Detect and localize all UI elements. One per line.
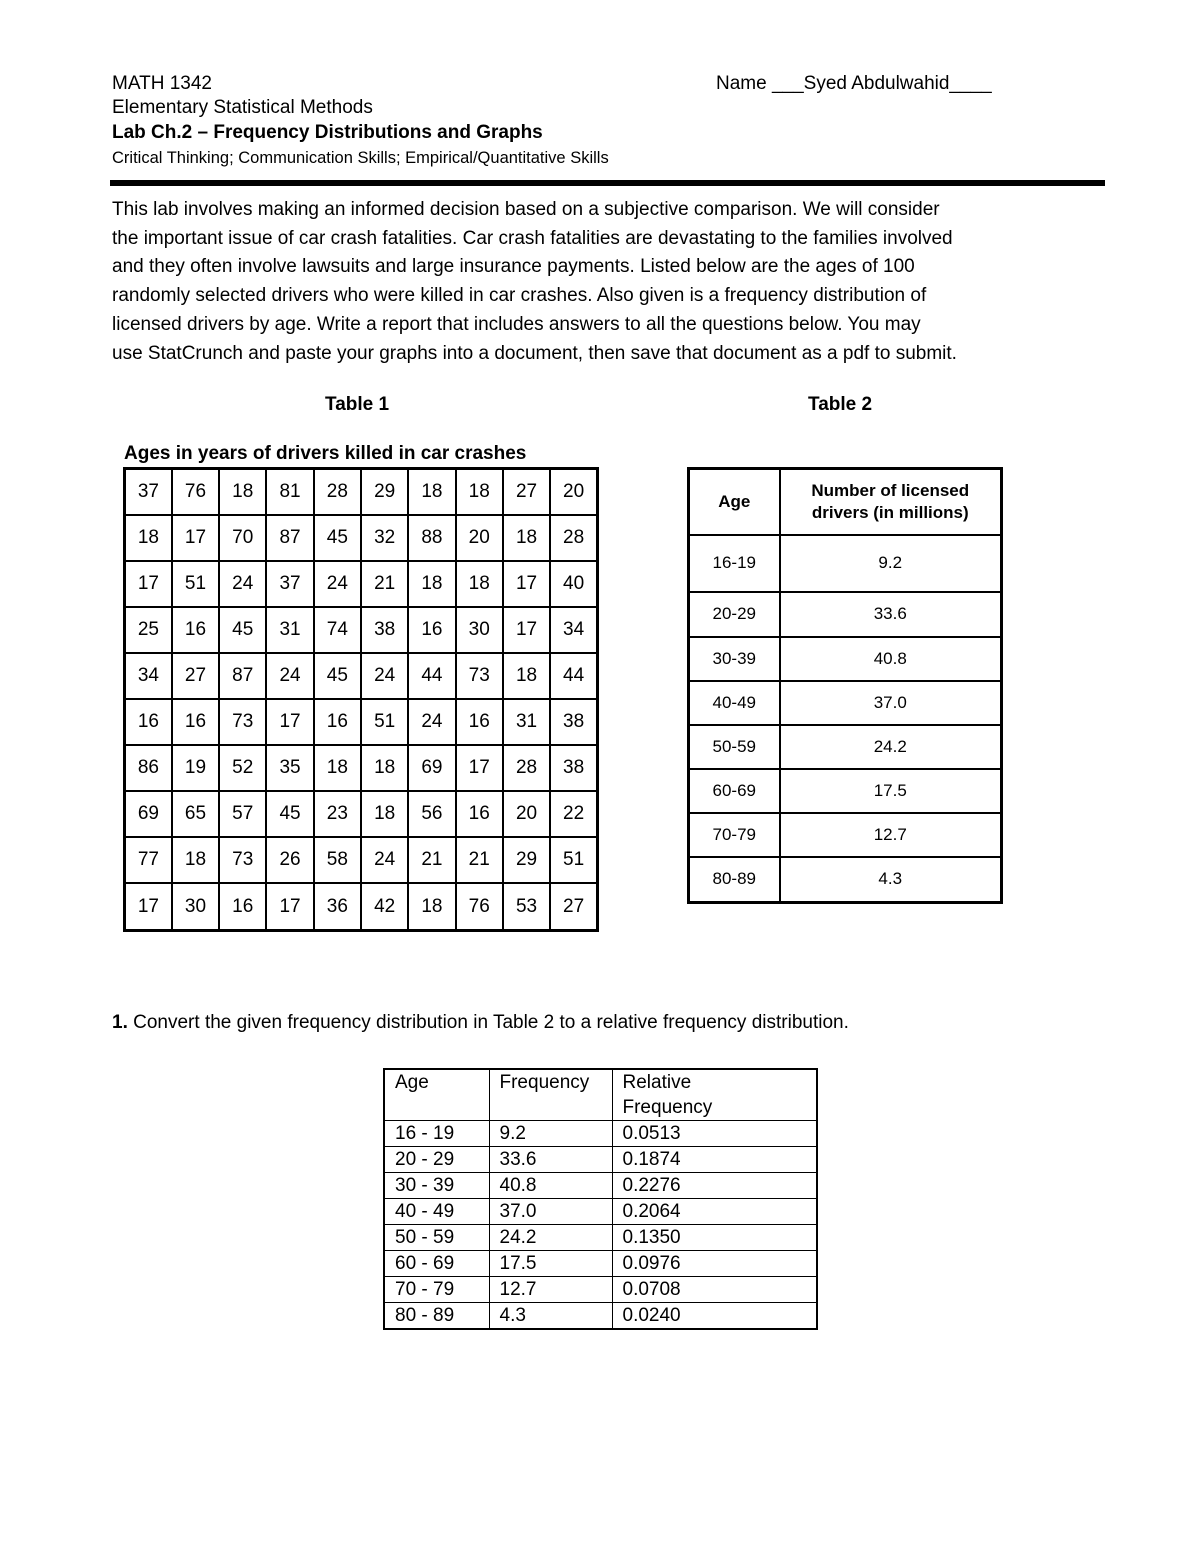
age-cell: 16 bbox=[125, 699, 172, 745]
age-cell: 17 bbox=[266, 699, 313, 745]
driver-count-cell: 33.6 bbox=[780, 592, 1002, 637]
frequency-cell: 40.8 bbox=[489, 1173, 612, 1199]
skills-line: Critical Thinking; Communication Skills; Empirical/Quantitative Skills bbox=[112, 149, 609, 167]
age-cell: 70 bbox=[219, 515, 266, 561]
age-cell: 24 bbox=[408, 699, 455, 745]
age-cell: 81 bbox=[266, 469, 313, 516]
frequency-cell: 12.7 bbox=[489, 1277, 612, 1303]
age-cell: 24 bbox=[361, 837, 408, 883]
age-cell: 16 - 19 bbox=[384, 1121, 489, 1147]
header-relative-frequency: Relative Frequency bbox=[612, 1069, 817, 1121]
age-range-cell: 20-29 bbox=[689, 592, 780, 637]
table-row bbox=[384, 1225, 817, 1251]
intro-line: randomly selected drivers who were killed in car crashes. Also given is a frequency distribution of bbox=[112, 285, 927, 307]
age-cell: 24 bbox=[266, 653, 313, 699]
question-number: 1. bbox=[112, 1012, 128, 1033]
age-cell: 34 bbox=[125, 653, 172, 699]
table-row bbox=[689, 857, 1002, 903]
intro-line: use StatCrunch and paste your graphs into a document, then save that document as a pdf to submit. bbox=[112, 342, 957, 364]
age-cell: 31 bbox=[503, 699, 550, 745]
age-cell: 27 bbox=[172, 653, 219, 699]
age-cell: 45 bbox=[314, 653, 361, 699]
age-cell: 40 - 49 bbox=[384, 1199, 489, 1225]
age-cell: 76 bbox=[456, 883, 503, 930]
table-row bbox=[689, 681, 1002, 725]
age-cell: 44 bbox=[550, 653, 597, 699]
table-row bbox=[125, 607, 598, 653]
age-range-cell: 70-79 bbox=[689, 813, 780, 857]
intro-line: the important issue of car crash fatalities. Car crash fatalities are devastating to the families involved bbox=[112, 227, 953, 249]
age-cell: 58 bbox=[314, 837, 361, 883]
driver-count-cell: 37.0 bbox=[780, 681, 1002, 725]
age-cell: 22 bbox=[550, 791, 597, 837]
age-cell: 74 bbox=[314, 607, 361, 653]
frequency-cell: 37.0 bbox=[489, 1199, 612, 1225]
age-cell: 18 bbox=[408, 469, 455, 516]
age-cell: 23 bbox=[314, 791, 361, 837]
frequency-cell: 24.2 bbox=[489, 1225, 612, 1251]
age-cell: 42 bbox=[361, 883, 408, 930]
age-cell: 18 bbox=[456, 561, 503, 607]
age-cell: 86 bbox=[125, 745, 172, 791]
age-cell: 35 bbox=[266, 745, 313, 791]
age-cell: 29 bbox=[503, 837, 550, 883]
age-cell: 40 bbox=[550, 561, 597, 607]
table-row bbox=[384, 1147, 817, 1173]
driver-count-cell: 9.2 bbox=[780, 535, 1002, 592]
table2-label: Table 2 bbox=[808, 394, 873, 415]
age-cell: 38 bbox=[361, 607, 408, 653]
table-row bbox=[125, 469, 598, 516]
header-frequency: Frequency bbox=[489, 1069, 612, 1121]
age-cell: 26 bbox=[266, 837, 313, 883]
table-row bbox=[384, 1199, 817, 1225]
age-cell: 28 bbox=[503, 745, 550, 791]
age-cell: 45 bbox=[314, 515, 361, 561]
table2-licensed-drivers bbox=[687, 467, 1003, 904]
driver-count-cell: 24.2 bbox=[780, 725, 1002, 769]
age-cell: 16 bbox=[172, 607, 219, 653]
age-cell: 28 bbox=[314, 469, 361, 516]
age-cell: 17 bbox=[456, 745, 503, 791]
age-cell: 30 - 39 bbox=[384, 1173, 489, 1199]
table-row bbox=[125, 883, 598, 930]
age-cell: 27 bbox=[550, 883, 597, 930]
header-divider bbox=[110, 180, 1105, 186]
table1-caption: Ages in years of drivers killed in car crashes bbox=[124, 443, 527, 464]
age-cell: 19 bbox=[172, 745, 219, 791]
relative-frequency-cell: 0.0708 bbox=[612, 1277, 817, 1303]
lab-title: Lab Ch.2 – Frequency Distributions and Graphs bbox=[112, 122, 543, 143]
table-row bbox=[125, 791, 598, 837]
age-cell: 69 bbox=[408, 745, 455, 791]
age-cell: 24 bbox=[314, 561, 361, 607]
age-cell: 17 bbox=[266, 883, 313, 930]
age-cell: 80 - 89 bbox=[384, 1303, 489, 1330]
age-cell: 24 bbox=[219, 561, 266, 607]
age-cell: 21 bbox=[408, 837, 455, 883]
relative-frequency-cell: 0.0976 bbox=[612, 1251, 817, 1277]
intro-line: This lab involves making an informed decision based on a subjective comparison. We will consider bbox=[112, 199, 940, 220]
age-cell: 30 bbox=[172, 883, 219, 930]
table-row bbox=[125, 653, 598, 699]
age-cell: 28 bbox=[550, 515, 597, 561]
age-cell: 17 bbox=[125, 883, 172, 930]
age-cell: 37 bbox=[125, 469, 172, 516]
age-cell: 44 bbox=[408, 653, 455, 699]
age-cell: 16 bbox=[456, 791, 503, 837]
age-range-cell: 60-69 bbox=[689, 769, 780, 813]
age-cell: 18 bbox=[314, 745, 361, 791]
age-cell: 18 bbox=[219, 469, 266, 516]
table-row bbox=[125, 561, 598, 607]
age-cell: 31 bbox=[266, 607, 313, 653]
age-cell: 88 bbox=[408, 515, 455, 561]
table-row bbox=[689, 535, 1002, 592]
age-cell: 21 bbox=[361, 561, 408, 607]
age-cell: 20 - 29 bbox=[384, 1147, 489, 1173]
age-cell: 65 bbox=[172, 791, 219, 837]
relative-frequency-table bbox=[383, 1068, 818, 1330]
age-cell: 73 bbox=[219, 837, 266, 883]
table-row bbox=[689, 637, 1002, 681]
relative-frequency-cell: 0.1350 bbox=[612, 1225, 817, 1251]
question-text: Convert the given frequency distribution in Table 2 to a relative frequency distribution. bbox=[127, 1012, 849, 1033]
age-cell: 16 bbox=[172, 699, 219, 745]
course-number: MATH 1342 bbox=[112, 73, 212, 94]
age-cell: 45 bbox=[219, 607, 266, 653]
age-cell: 56 bbox=[408, 791, 455, 837]
age-cell: 38 bbox=[550, 745, 597, 791]
intro-line: licensed drivers by age. Write a report that includes answers to all the questions below. You may bbox=[112, 313, 921, 335]
age-cell: 18 bbox=[456, 469, 503, 516]
frequency-cell: 4.3 bbox=[489, 1303, 612, 1330]
frequency-cell: 33.6 bbox=[489, 1147, 612, 1173]
age-cell: 18 bbox=[408, 883, 455, 930]
age-cell: 60 - 69 bbox=[384, 1251, 489, 1277]
age-cell: 16 bbox=[314, 699, 361, 745]
table-row bbox=[125, 745, 598, 791]
age-cell: 73 bbox=[456, 653, 503, 699]
age-cell: 16 bbox=[219, 883, 266, 930]
age-cell: 38 bbox=[550, 699, 597, 745]
table-row bbox=[384, 1277, 817, 1303]
age-cell: 20 bbox=[503, 791, 550, 837]
age-cell: 18 bbox=[125, 515, 172, 561]
relative-frequency-cell: 0.2276 bbox=[612, 1173, 817, 1199]
age-cell: 57 bbox=[219, 791, 266, 837]
header-age: Age bbox=[384, 1069, 489, 1121]
age-cell: 30 bbox=[456, 607, 503, 653]
age-cell: 77 bbox=[125, 837, 172, 883]
relative-frequency-cell: 0.2064 bbox=[612, 1199, 817, 1225]
table-row bbox=[689, 769, 1002, 813]
age-cell: 32 bbox=[361, 515, 408, 561]
age-cell: 51 bbox=[550, 837, 597, 883]
age-cell: 27 bbox=[503, 469, 550, 516]
table2-header-age: Age bbox=[689, 469, 780, 535]
age-cell: 34 bbox=[550, 607, 597, 653]
age-range-cell: 30-39 bbox=[689, 637, 780, 681]
driver-count-cell: 4.3 bbox=[780, 857, 1002, 903]
age-cell: 16 bbox=[408, 607, 455, 653]
age-cell: 29 bbox=[361, 469, 408, 516]
age-cell: 18 bbox=[172, 837, 219, 883]
age-cell: 16 bbox=[456, 699, 503, 745]
age-cell: 76 bbox=[172, 469, 219, 516]
age-cell: 53 bbox=[503, 883, 550, 930]
age-cell: 50 - 59 bbox=[384, 1225, 489, 1251]
table-row bbox=[125, 699, 598, 745]
question-1 bbox=[112, 1012, 849, 1034]
course-title: Elementary Statistical Methods bbox=[112, 97, 373, 118]
relative-frequency-cell: 0.0240 bbox=[612, 1303, 817, 1330]
table-row bbox=[125, 837, 598, 883]
relative-frequency-cell: 0.0513 bbox=[612, 1121, 817, 1147]
age-cell: 18 bbox=[503, 653, 550, 699]
age-range-cell: 40-49 bbox=[689, 681, 780, 725]
age-cell: 18 bbox=[361, 791, 408, 837]
table2-header-count: Number of licensed drivers (in millions) bbox=[780, 469, 1002, 535]
age-range-cell: 16-19 bbox=[689, 535, 780, 592]
age-cell: 18 bbox=[408, 561, 455, 607]
age-cell: 51 bbox=[172, 561, 219, 607]
age-range-cell: 50-59 bbox=[689, 725, 780, 769]
table1-ages bbox=[123, 467, 599, 932]
driver-count-cell: 17.5 bbox=[780, 769, 1002, 813]
age-cell: 52 bbox=[219, 745, 266, 791]
age-cell: 17 bbox=[125, 561, 172, 607]
table-row bbox=[384, 1173, 817, 1199]
age-cell: 45 bbox=[266, 791, 313, 837]
age-cell: 21 bbox=[456, 837, 503, 883]
age-cell: 20 bbox=[550, 469, 597, 516]
driver-count-cell: 40.8 bbox=[780, 637, 1002, 681]
age-cell: 73 bbox=[219, 699, 266, 745]
age-cell: 37 bbox=[266, 561, 313, 607]
student-name: Name ___Syed Abdulwahid____ bbox=[716, 73, 992, 94]
age-cell: 20 bbox=[456, 515, 503, 561]
age-range-cell: 80-89 bbox=[689, 857, 780, 903]
intro-paragraph bbox=[112, 196, 1102, 368]
table-row bbox=[689, 725, 1002, 769]
driver-count-cell: 12.7 bbox=[780, 813, 1002, 857]
table1-label: Table 1 bbox=[325, 394, 390, 415]
table-row bbox=[125, 515, 598, 561]
age-cell: 70 - 79 bbox=[384, 1277, 489, 1303]
age-cell: 87 bbox=[219, 653, 266, 699]
table-row bbox=[689, 592, 1002, 637]
frequency-cell: 9.2 bbox=[489, 1121, 612, 1147]
table-row bbox=[384, 1303, 817, 1330]
age-cell: 17 bbox=[503, 561, 550, 607]
age-cell: 18 bbox=[361, 745, 408, 791]
age-cell: 18 bbox=[503, 515, 550, 561]
table-row bbox=[384, 1251, 817, 1277]
intro-line: and they often involve lawsuits and large insurance payments. Listed below are the ages of 100 bbox=[112, 256, 915, 278]
age-cell: 17 bbox=[503, 607, 550, 653]
age-cell: 17 bbox=[172, 515, 219, 561]
table-row bbox=[384, 1121, 817, 1147]
frequency-cell: 17.5 bbox=[489, 1251, 612, 1277]
age-cell: 51 bbox=[361, 699, 408, 745]
table-row bbox=[689, 813, 1002, 857]
age-cell: 69 bbox=[125, 791, 172, 837]
age-cell: 36 bbox=[314, 883, 361, 930]
relative-frequency-cell: 0.1874 bbox=[612, 1147, 817, 1173]
age-cell: 25 bbox=[125, 607, 172, 653]
age-cell: 24 bbox=[361, 653, 408, 699]
age-cell: 87 bbox=[266, 515, 313, 561]
